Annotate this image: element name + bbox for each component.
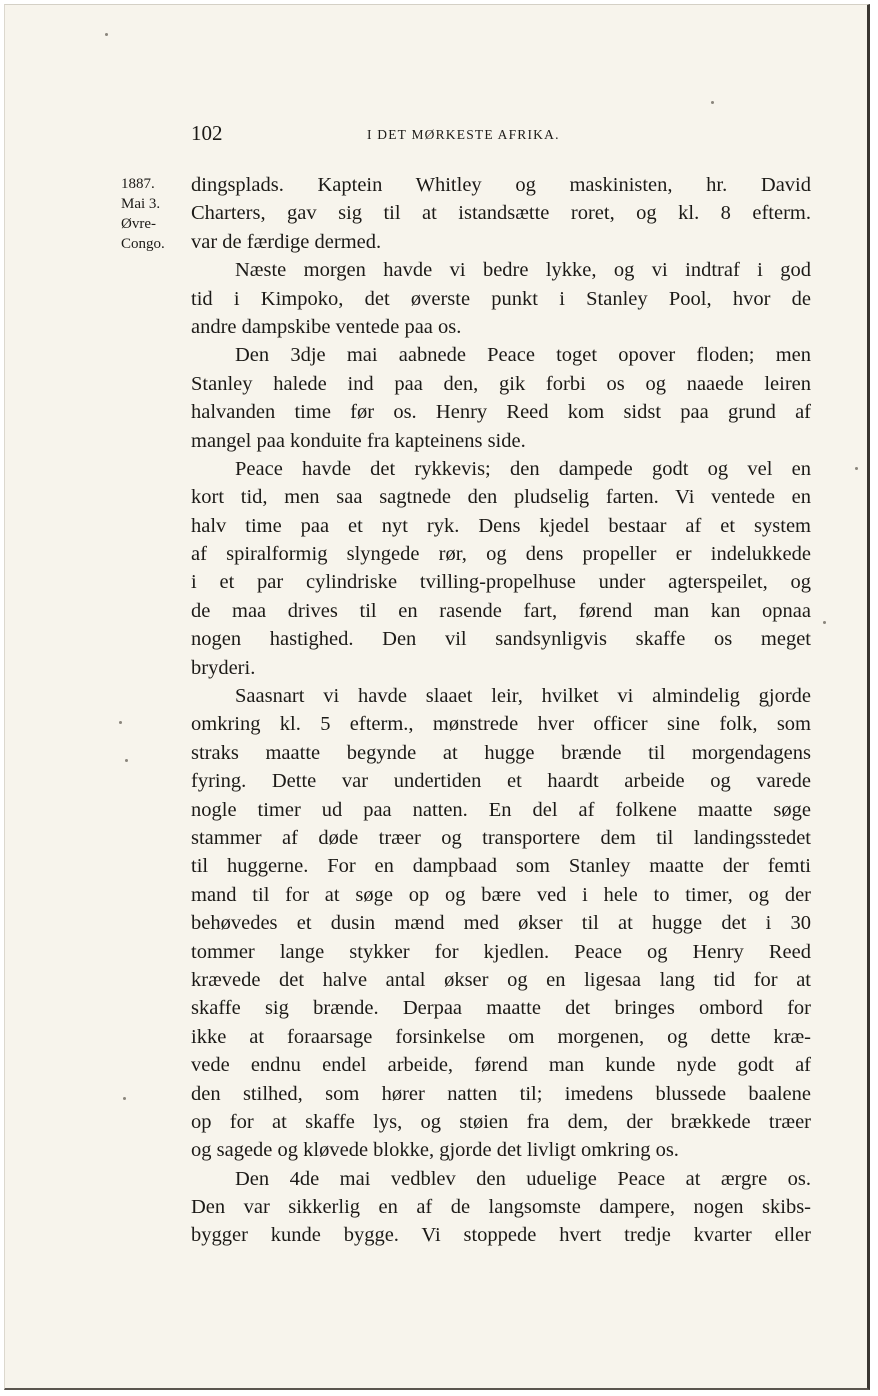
text-line: og sagede og kløvede blokke, gjorde det livligt omkring os.: [191, 1139, 679, 1162]
text-line: Næste morgen havde vi bedre lykke, og vi indtraf i god: [235, 259, 811, 282]
text-line: kort tid, men saa sagtnede den pludselig farten. Vi ventede en: [191, 486, 811, 509]
book-page: [4, 4, 870, 1390]
print-speck: [125, 759, 128, 762]
running-head: I DET MØRKESTE AFRIKA.: [367, 127, 560, 142]
text-line: i et par cylindriske tvilling-propelhuse under agterspeilet, og: [191, 571, 811, 594]
page-header: [191, 121, 811, 147]
text-line: halvanden time før os. Henry Reed kom sidst paa grund af: [191, 401, 811, 424]
text-line: halv time paa et nyt ryk. Dens kjedel bestaar af et system: [191, 514, 811, 537]
text-line: nogen hastighed. Den vil sandsynligvis skaffe os meget: [191, 628, 811, 651]
text-line: mangel paa konduite fra kapteinens side.: [191, 429, 526, 452]
page-number: 102: [191, 121, 223, 145]
text-line: ikke at foraarsage forsinkelse om morgenen, og dette kræ-: [191, 1025, 811, 1048]
print-speck: [119, 721, 122, 724]
margin-note-date: Mai 3.: [121, 196, 161, 212]
text-line: omkring kl. 5 efterm., mønstrede hver officer sine folk, som: [191, 713, 811, 736]
text-line: bygger kunde bygge. Vi stoppede hvert tredje kvarter eller: [191, 1224, 811, 1247]
text-line: straks maatte begynde at hugge brænde til morgendagens: [191, 741, 811, 764]
print-speck: [855, 467, 858, 470]
print-speck: [123, 1097, 126, 1100]
text-line: krævede det halve antal økser og en ligesaa lang tid for at: [191, 968, 811, 991]
text-line: vede endnu endel arbeide, førend man kunde nyde godt af: [191, 1054, 811, 1077]
text-line: den stilhed, som hører natten til; imedens blussede baalene: [191, 1082, 811, 1105]
text-line: op for at skaffe lys, og støien fra dem, der brækkede træer: [191, 1110, 811, 1133]
text-line: dingsplads. Kaptein Whitley og maskinisten, hr. David: [191, 174, 811, 196]
margin-notes: [121, 174, 181, 254]
text-line: nogle timer ud paa natten. En del af folkene maatte søge: [191, 798, 811, 821]
body-text: [191, 171, 811, 1250]
text-line: mand til for at søge op og bære ved i hele to timer, og der: [191, 883, 811, 906]
text-line: af spiralformig slyngede rør, og dens propeller er indelukkede: [191, 543, 811, 566]
text-line: Charters, gav sig til at istandsætte roret, og kl. 8 efterm.: [191, 202, 811, 225]
margin-note-place-cont: Congo.: [121, 236, 165, 252]
margin-note-place: Øvre-: [121, 216, 156, 232]
text-line: stammer af døde træer og transportere dem til landingsstedet: [191, 826, 811, 849]
text-line: de maa drives til en rasende fart, førend man kan opnaa: [191, 599, 811, 622]
text-line: andre dampskibe ventede paa os.: [191, 315, 462, 338]
text-line: var de færdige dermed.: [191, 230, 382, 253]
text-line: Den 3dje mai aabnede Peace toget opover floden; men: [235, 344, 811, 367]
text-line: tid i Kimpoko, det øverste punkt i Stanley Pool, hvor de: [191, 287, 811, 310]
text-line: bryderi.: [191, 656, 256, 679]
text-line: til huggerne. For en dampbaad som Stanley maatte der femti: [191, 855, 811, 878]
text-line: Den var sikkerlig en af de langsomste dampere, nogen skibs-: [191, 1196, 811, 1219]
print-speck: [823, 621, 826, 624]
text-line: behøvedes et dusin mænd med økser til at hugge det i 30: [191, 912, 811, 935]
print-speck: [711, 101, 714, 104]
text-line: fyring. Dette var undertiden et haardt arbeide og varede: [191, 770, 811, 793]
margin-note-year: 1887.: [121, 176, 155, 192]
text-line: Den 4de mai vedblev den uduelige Peace at ærgre os.: [235, 1167, 811, 1190]
text-line: Saasnart vi havde slaaet leir, hvilket vi almindelig gjorde: [235, 685, 811, 708]
print-speck: [105, 33, 108, 36]
text-line: tommer lange stykker for kjedlen. Peace og Henry Reed: [191, 940, 811, 963]
text-line: Peace havde det rykkevis; den dampede godt og vel en: [235, 457, 811, 480]
text-line: skaffe sig brænde. Derpaa maatte det bringes ombord for: [191, 997, 811, 1020]
text-line: Stanley halede ind paa den, gik forbi os og naaede leiren: [191, 372, 811, 395]
